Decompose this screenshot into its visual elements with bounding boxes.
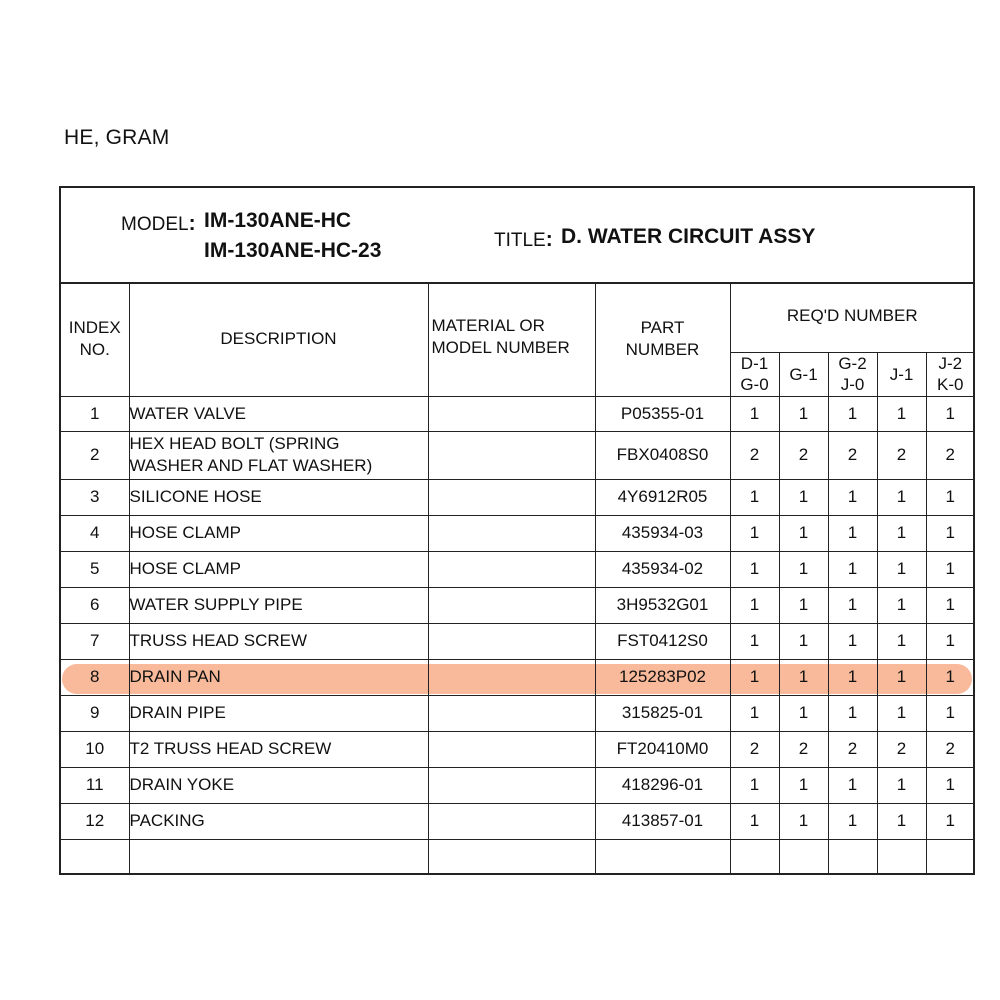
quantity-cell: 1: [779, 396, 828, 431]
quantity-cell: [828, 839, 877, 874]
description-cell: [129, 731, 428, 767]
index-cell: 10: [61, 731, 129, 767]
table-row: [61, 695, 974, 731]
column-header-index: INDEX NO.: [61, 283, 129, 396]
description-cell: [129, 839, 428, 874]
quantity-cell: 2: [779, 731, 828, 767]
title-label: TITLE:: [494, 228, 553, 251]
table-row: [61, 431, 974, 479]
quantity-cell: [779, 839, 828, 874]
assembly-title: D. WATER CIRCUIT ASSY: [561, 225, 816, 248]
description-cell: [129, 767, 428, 803]
table-header-row: [61, 283, 974, 352]
index-cell: 3: [61, 479, 129, 515]
index-cell: [61, 839, 129, 874]
part-number-cell: 315825-01: [595, 695, 730, 731]
table-row: [61, 396, 974, 431]
column-header-variant-g1: G-1: [779, 352, 828, 396]
index-cell: 6: [61, 587, 129, 623]
description-cell: [129, 515, 428, 551]
column-header-reqd-number: REQ'D NUMBER: [730, 283, 974, 352]
description-line: WASHER AND FLAT WASHER): [129, 456, 373, 475]
index-cell: 12: [61, 803, 129, 839]
model-number-primary: IM-130ANE-HC: [204, 209, 352, 232]
quantity-cell: 1: [877, 587, 926, 623]
description-cell: [129, 659, 428, 695]
table-row: [61, 731, 974, 767]
quantity-cell: 1: [877, 803, 926, 839]
quantity-cell: 1: [730, 515, 779, 551]
quantity-cell: 1: [926, 695, 974, 731]
parts-list-sheet: [59, 186, 975, 875]
quantity-cell: 1: [926, 659, 974, 695]
description-line: DRAIN PIPE: [129, 703, 226, 722]
page-header: HE, GRAM: [64, 126, 170, 149]
quantity-cell: 1: [730, 803, 779, 839]
table-row: [61, 803, 974, 839]
column-header-description: DESCRIPTION: [129, 283, 428, 396]
quantity-cell: 1: [779, 803, 828, 839]
material-cell: [428, 695, 595, 731]
index-cell: 4: [61, 515, 129, 551]
quantity-cell: 1: [926, 479, 974, 515]
table-row: [61, 839, 974, 874]
quantity-cell: 1: [779, 551, 828, 587]
index-cell: 7: [61, 623, 129, 659]
quantity-cell: 1: [828, 623, 877, 659]
index-cell: 5: [61, 551, 129, 587]
table-row: [61, 479, 974, 515]
description-line: HOSE CLAMP: [129, 523, 241, 542]
part-number-cell: 4Y6912R05: [595, 479, 730, 515]
title-block: [61, 188, 973, 284]
description-line: T2 TRUSS HEAD SCREW: [129, 739, 332, 758]
column-header-material: MATERIAL OR MODEL NUMBER: [428, 283, 595, 396]
quantity-cell: 1: [926, 515, 974, 551]
description-line: TRUSS HEAD SCREW: [129, 631, 308, 650]
material-cell: [428, 479, 595, 515]
quantity-cell: 1: [730, 396, 779, 431]
quantity-cell: 2: [779, 431, 828, 479]
part-number-cell: [595, 839, 730, 874]
description-line: SILICONE HOSE: [129, 487, 262, 506]
quantity-cell: 2: [877, 431, 926, 479]
column-header-variant-j1: J-1: [877, 352, 926, 396]
quantity-cell: 2: [828, 431, 877, 479]
quantity-cell: 1: [828, 803, 877, 839]
quantity-cell: 1: [877, 767, 926, 803]
description-cell: [129, 396, 428, 431]
part-number-cell: 125283P02: [595, 659, 730, 695]
description-line: HEX HEAD BOLT (SPRING: [129, 434, 340, 453]
part-number-cell: FBX0408S0: [595, 431, 730, 479]
material-cell: [428, 551, 595, 587]
part-number-cell: 435934-02: [595, 551, 730, 587]
quantity-cell: 2: [877, 731, 926, 767]
description-line: PACKING: [129, 811, 205, 830]
description-cell: [129, 479, 428, 515]
quantity-cell: 2: [926, 731, 974, 767]
parts-table-body: [61, 396, 974, 874]
quantity-cell: 1: [877, 551, 926, 587]
table-row: [61, 623, 974, 659]
description-cell: [129, 803, 428, 839]
material-cell: [428, 803, 595, 839]
quantity-cell: 1: [926, 551, 974, 587]
index-cell: 9: [61, 695, 129, 731]
quantity-cell: 1: [828, 551, 877, 587]
quantity-cell: 1: [828, 695, 877, 731]
quantity-cell: 1: [779, 515, 828, 551]
quantity-cell: 1: [779, 767, 828, 803]
material-cell: [428, 587, 595, 623]
quantity-cell: 1: [828, 479, 877, 515]
quantity-cell: [926, 839, 974, 874]
quantity-cell: 1: [730, 479, 779, 515]
material-cell: [428, 731, 595, 767]
quantity-cell: 1: [926, 587, 974, 623]
quantity-cell: 1: [779, 587, 828, 623]
material-cell: [428, 623, 595, 659]
part-number-cell: P05355-01: [595, 396, 730, 431]
material-cell: [428, 767, 595, 803]
quantity-cell: 1: [779, 695, 828, 731]
table-row: [61, 767, 974, 803]
index-cell: 2: [61, 431, 129, 479]
quantity-cell: 1: [828, 396, 877, 431]
description-line: DRAIN YOKE: [129, 775, 235, 794]
quantity-cell: 1: [877, 515, 926, 551]
table-row: [61, 551, 974, 587]
part-number-cell: 418296-01: [595, 767, 730, 803]
quantity-cell: 1: [877, 396, 926, 431]
quantity-cell: [730, 839, 779, 874]
quantity-cell: 1: [828, 515, 877, 551]
description-cell: [129, 431, 428, 479]
parts-table: [61, 283, 974, 874]
quantity-cell: 2: [926, 431, 974, 479]
part-number-cell: 413857-01: [595, 803, 730, 839]
quantity-cell: 2: [828, 731, 877, 767]
quantity-cell: 1: [730, 623, 779, 659]
model-label: MODEL:: [121, 212, 196, 235]
quantity-cell: 1: [926, 623, 974, 659]
material-cell: [428, 396, 595, 431]
material-cell: [428, 659, 595, 695]
quantity-cell: 1: [779, 623, 828, 659]
description-cell: [129, 551, 428, 587]
description-line: DRAIN PAN: [129, 667, 221, 686]
material-cell: [428, 431, 595, 479]
index-cell: 8: [61, 659, 129, 695]
quantity-cell: 1: [730, 659, 779, 695]
quantity-cell: 1: [828, 587, 877, 623]
quantity-cell: 1: [730, 695, 779, 731]
description-cell: [129, 587, 428, 623]
quantity-cell: 1: [926, 396, 974, 431]
part-number-cell: 3H9532G01: [595, 587, 730, 623]
model-number-secondary: IM-130ANE-HC-23: [204, 239, 382, 262]
column-header-variant-g2-j0: G-2 J-0: [828, 352, 877, 396]
description-line: WATER SUPPLY PIPE: [129, 595, 303, 614]
description-cell: [129, 623, 428, 659]
column-header-part-number: PART NUMBER: [595, 283, 730, 396]
quantity-cell: 1: [730, 767, 779, 803]
quantity-cell: 1: [828, 767, 877, 803]
description-line: WATER VALVE: [129, 403, 247, 423]
column-header-variant-j2-k0: J-2 K-0: [926, 352, 974, 396]
quantity-cell: 1: [779, 479, 828, 515]
quantity-cell: 1: [877, 695, 926, 731]
quantity-cell: 1: [828, 659, 877, 695]
quantity-cell: 1: [779, 659, 828, 695]
quantity-cell: 1: [926, 803, 974, 839]
material-cell: [428, 515, 595, 551]
column-header-variant-d1-g0: D-1 G-0: [730, 352, 779, 396]
quantity-cell: 1: [877, 659, 926, 695]
quantity-cell: 2: [730, 431, 779, 479]
index-cell: 1: [61, 396, 129, 431]
description-line: HOSE CLAMP: [129, 559, 241, 578]
quantity-cell: 1: [730, 551, 779, 587]
table-row-highlighted: [61, 659, 974, 695]
table-row: [61, 515, 974, 551]
description-cell: [129, 695, 428, 731]
material-cell: [428, 839, 595, 874]
quantity-cell: [877, 839, 926, 874]
quantity-cell: 1: [877, 623, 926, 659]
part-number-cell: 435934-03: [595, 515, 730, 551]
index-cell: 11: [61, 767, 129, 803]
quantity-cell: 2: [730, 731, 779, 767]
table-row: [61, 587, 974, 623]
quantity-cell: 1: [926, 767, 974, 803]
part-number-cell: FST0412S0: [595, 623, 730, 659]
quantity-cell: 1: [730, 587, 779, 623]
quantity-cell: 1: [877, 479, 926, 515]
part-number-cell: FT20410M0: [595, 731, 730, 767]
